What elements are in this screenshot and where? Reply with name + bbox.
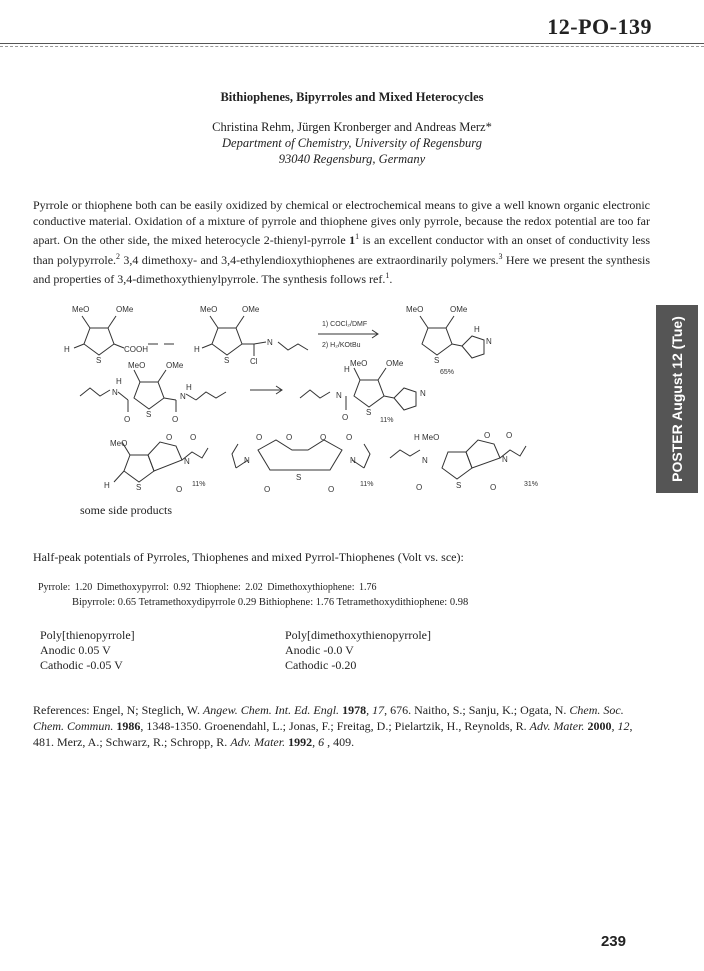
scheme-ome-1: OMe: [116, 305, 134, 314]
authors: Christina Rehm, Jürgen Kronberger and Andreas Merz*: [212, 120, 492, 134]
scheme-o-7: O: [256, 433, 263, 442]
poly-thienopyrrole-anodic: Anodic 0.05 V: [40, 643, 111, 657]
scheme-o-9: O: [320, 433, 327, 442]
scheme-yield-4: 11%: [360, 481, 374, 488]
abstract-text-3: 3,4 dimethoxy- and 3,4-ethylendioxythiophenes are extraordinarily polymers.: [120, 252, 499, 267]
scheme-yield-5: 31%: [524, 481, 539, 488]
poly-dimethoxythienopyrrole-cathodic: Cathodic -0.20: [285, 658, 357, 672]
pyrrole-ring-2: [394, 388, 416, 410]
scheme-step-1: 1) COCl₂/DMF: [322, 321, 368, 328]
abstract-paragraph: [33, 198, 650, 288]
scheme-s-7: S: [296, 473, 302, 482]
ref-journal-2: Chem. Soc. Chem. Commun.: [33, 703, 624, 733]
ref-text-5: , 409.: [324, 735, 355, 749]
scheme-s-2: S: [224, 356, 230, 365]
citation-3: 3: [498, 251, 503, 261]
scheme-h-3: H: [474, 325, 480, 334]
abstract-text-1: Pyrrole or thiophene both can be easily oxidized by chemical or electrochemical means to give a well known organic electronic conductive material. Oxidation of a mixture of pyrrole and thiophene gives only pyrrole, because the redox potential are too far apart. On the other side, the mixed heterocycle 2-thienyl-pyrrole: [33, 198, 650, 247]
thiophene-ring-3: [422, 328, 452, 355]
abstract-text-5: .: [389, 272, 393, 286]
thiophene-ring-1: [84, 328, 114, 355]
ref-volume-3: , 12: [611, 719, 630, 733]
scheme-n-2: N: [486, 337, 492, 346]
poly-thienopyrrole-title: Poly[thienopyrrole]: [40, 628, 135, 642]
scheme-o-16: O: [490, 483, 497, 492]
references: [33, 702, 653, 750]
scheme-n-3: N: [112, 388, 118, 397]
scheme-h-1: H: [64, 345, 70, 354]
scheme-o-15: O: [506, 431, 513, 440]
scheme-s-4: S: [146, 410, 152, 419]
poster-session-label: POSTER August 12 (Tue): [669, 316, 685, 482]
scheme-cooh: COOH: [124, 345, 148, 354]
citation-4: 1: [385, 271, 390, 280]
abstract-text-4: Here we present the synthesis and properties of 3,4-dimethoxythienylpyrrole. The synthesis follows ref.: [33, 252, 651, 286]
poly-dimethoxythienopyrrole-block: [285, 628, 431, 673]
abstract-text-2: is an excellent conductor with an onset of conductivity less than polypyrrole.: [33, 233, 651, 267]
scheme-n-8: N: [244, 456, 250, 465]
scheme-o-1: O: [124, 415, 131, 424]
thiophene-ring-2: [212, 328, 242, 355]
scheme-yield-3: 11%: [192, 481, 206, 488]
ref-year-2: 1986: [113, 719, 141, 733]
ref-year-3: 2000: [584, 719, 612, 733]
pyrrole-ring-1: [462, 336, 484, 358]
ref-year-4: 1992: [285, 735, 313, 749]
scheme-o-10: O: [346, 433, 353, 442]
citation-1: 1: [355, 232, 360, 241]
ref-text-3: , 1348-1350. Groenendahl, L.; Jonas, F.; Freitag, D.; Pielartzik, H., Reynolds, R.: [140, 719, 530, 733]
scheme-o-3: O: [342, 413, 349, 422]
thiophene-ring-5: [354, 380, 384, 407]
side-products-caption: some side products: [80, 503, 172, 517]
scheme-h-8: H: [414, 433, 420, 442]
page-number: 239: [600, 933, 626, 950]
half-peak-heading: Half-peak potentials of Pyrroles, Thiophenes and mixed Pyrrol-Thiophenes (Volt vs. sce):: [33, 550, 464, 564]
citation-2: 2: [116, 251, 121, 261]
scheme-n-5: N: [336, 391, 342, 400]
scheme-n-10: N: [422, 456, 428, 465]
ref-journal-1: Angew. Chem. Int. Ed. Engl.: [202, 703, 340, 717]
scheme-ome-4: OMe: [166, 361, 184, 370]
scheme-o-6: O: [176, 485, 183, 494]
header-rule-dashed: [0, 46, 704, 47]
scheme-n-9: N: [350, 456, 356, 465]
poly-thienopyrrole-block: [40, 628, 135, 673]
scheme-h-5: H: [186, 383, 192, 392]
scheme-s-6: S: [136, 483, 142, 492]
scheme-meo-1: MeO: [72, 305, 90, 314]
compound-ref: 1: [349, 233, 356, 247]
ref-journal-3: Adv. Mater.: [529, 719, 585, 733]
scheme-o-5: O: [190, 433, 197, 442]
poly-thienopyrrole-cathodic: Cathodic -0.05 V: [40, 658, 123, 672]
paper-title: Bithiophenes, Bipyrroles and Mixed Heterocycles: [220, 90, 484, 104]
scheme-s-1: S: [96, 356, 102, 365]
affiliation: [0, 136, 704, 167]
ref-text-2: , 676. Naitho, S.; Sanju, K.; Ogata, N.: [384, 703, 570, 717]
ref-journal-4: Adv. Mater.: [230, 735, 286, 749]
scheme-s-8: S: [456, 481, 462, 490]
scheme-h-6: H: [344, 365, 350, 374]
scheme-ome-5: OMe: [386, 359, 404, 368]
scheme-h-2: H: [194, 345, 200, 354]
scheme-meo-3: MeO: [406, 305, 424, 314]
scheme-n-11: N: [502, 455, 508, 464]
ref-volume-4: , 6: [312, 735, 325, 749]
scheme-o-4: O: [166, 433, 173, 442]
scheme-step-2: 2) H₂/KOtBu: [322, 342, 361, 349]
ref-year-1: 1978: [339, 703, 367, 717]
poster-session-tab: [656, 305, 698, 493]
scheme-cl: Cl: [250, 357, 258, 366]
ref-text-4: , 481. Merz, A.; Schwarz, R.; Schropp, R.: [33, 719, 633, 749]
oxazine-ring-2: [466, 440, 500, 468]
scheme-yield-1: 65%: [440, 369, 455, 376]
scheme-s-3: S: [434, 356, 440, 365]
affiliation-department: Department of Chemistry, University of Regensburg: [222, 136, 482, 150]
potentials-row-1: Pyrrole: 1.20 Dimethoxypyrrol: 0.92 Thiophene: 2.02 Dimethoxythiophene: 1.76: [38, 582, 377, 593]
scheme-n-1: N: [267, 338, 273, 347]
affiliation-city: 93040 Regensburg, Germany: [278, 151, 426, 166]
scheme-meo-7: MeO: [422, 433, 440, 442]
scheme-ome-3: OMe: [450, 305, 468, 314]
scheme-meo-6: MeO: [110, 439, 128, 448]
bicyclic-core: [258, 440, 342, 470]
oxazine-ring-1: [148, 442, 182, 471]
scheme-meo-2: MeO: [200, 305, 218, 314]
reaction-scheme: [60, 300, 580, 500]
scheme-s-5: S: [366, 408, 372, 417]
potentials-row-2: Bipyrrole: 0.65 Tetramethoxydipyrrole 0.29 Bithiophene: 1.76 Tetramethoxydithiophene: 0.98: [72, 597, 469, 608]
scheme-o-2: O: [172, 415, 179, 424]
scheme-o-13: O: [416, 483, 423, 492]
abstract-code: 12-PO-139: [547, 14, 652, 39]
scheme-o-12: O: [328, 485, 335, 494]
header-rule: [0, 43, 704, 44]
scheme-h-7: H: [104, 481, 110, 490]
ref-volume-1: , 17: [366, 703, 385, 717]
scheme-o-11: O: [264, 485, 271, 494]
poly-dimethoxythienopyrrole-title: Poly[dimethoxythienopyrrole]: [285, 628, 431, 642]
scheme-o-14: O: [484, 431, 491, 440]
scheme-meo-4: MeO: [128, 361, 146, 370]
scheme-h-4: H: [116, 377, 122, 386]
scheme-n-4: N: [180, 392, 186, 401]
poly-dimethoxythienopyrrole-anodic: Anodic -0.0 V: [285, 643, 354, 657]
scheme-n-6: N: [420, 389, 426, 398]
scheme-yield-2: 11%: [380, 417, 394, 424]
scheme-n-7: N: [184, 457, 190, 466]
scheme-meo-5: MeO: [350, 359, 368, 368]
scheme-o-8: O: [286, 433, 293, 442]
thiophene-ring-4: [134, 382, 164, 409]
scheme-ome-2: OMe: [242, 305, 260, 314]
ref-text-1: References: Engel, N; Steglich, W.: [33, 703, 203, 717]
